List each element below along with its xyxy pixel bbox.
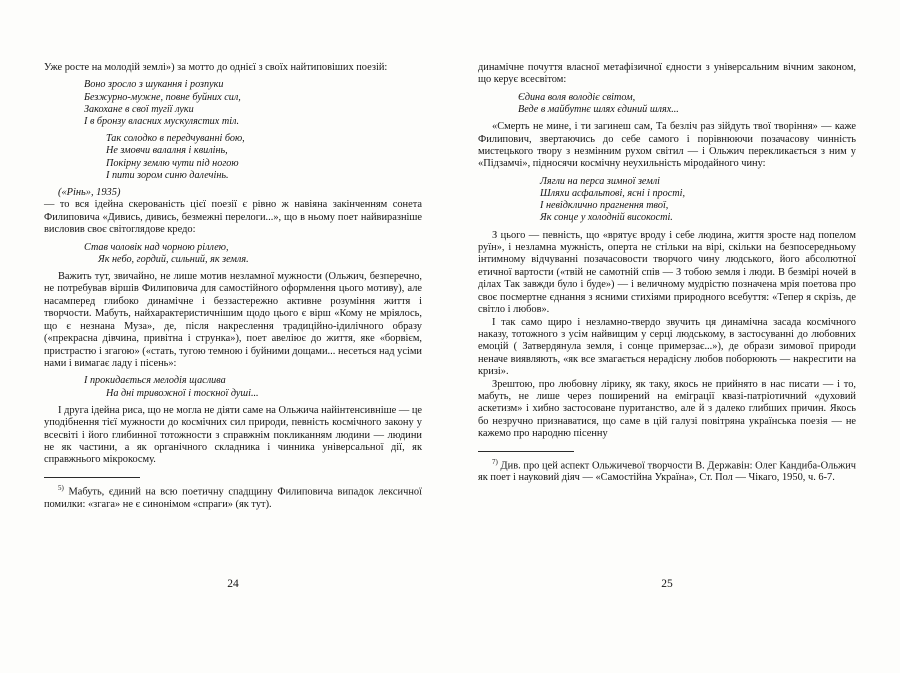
verse-block: [44, 133, 422, 182]
verse-line: На дні тривожної і тоскної душі...: [106, 387, 259, 399]
verse-block: [44, 242, 422, 266]
verse-line: І прокидається мелодія щаслива: [84, 375, 226, 387]
verse-line: Єдина воля володіє світом,: [518, 91, 636, 103]
footnote-divider: [44, 477, 140, 478]
verse-line: Як небо, гордий, сильний, як земля.: [98, 253, 249, 265]
verse-line: І пити зором синю далечінь.: [106, 169, 229, 181]
footnote-marker: 7): [492, 457, 498, 466]
verse-line: Покірну землю чути під ногою: [106, 157, 239, 169]
footnote: [478, 456, 856, 485]
paragraph: З цього — певність, що «врятує вроду і себе людина, життя зросте над попелом руїн», і незламна мужність, оперта не стільки на вірі, скільки на безпосередньому інтимному відчуванні позачасовости творчого чину людського, його абсолютної етичної вартости («твій не самотній спів — З тобою земля і люди. В безмірі ночей в ділах Так завжди було і буде») — і величному мудрістю позначена мрія поетова про своє посмертне єднання з ясними стихіями природного всебуття: «Тепер я скрізь, де світло і любов».: [478, 229, 856, 316]
paragraph: Зрештою, про любовну лірику, як таку, якось не прийнято в нас писати — і то, мабуть, не лише через поширений на еміграції квазі-патріотичний «духовий аскетизм» і хибно застосоване пуританство, але й з далеко глибших причин. Якось бо незручно признаватися, що саме в цій галузі повітряна українська поезія — не кажемо про народню пісенну: [478, 378, 856, 440]
verse-line: Воно зросло з шукання і розпуки: [84, 79, 224, 91]
footnote-text: Мабуть, єдиний на всю поетичну спадщину Филиповича випадок лексичної помилки: «згага» не є синонімом «спраги» (як тут).: [44, 486, 422, 510]
paragraph: — то вся ідейна скерованість цієї поезії є рівно ж навіяна закінченням сонета Филиповича «Дивись, дивись, безмежні перелоги...», що в ньому поет найвиразніше висловив своє світоглядове кредо:: [44, 199, 422, 236]
verse-line: Веде в майбутнє шлях єдиний шлях...: [518, 104, 679, 116]
paragraph: динамічне почуття власної метафізичної єдности з універсальним вічним законом, що керує всесвітом:: [478, 62, 856, 86]
footnote-divider: [478, 451, 574, 452]
verse-line: Шляхи асфальтові, ясні і прості,: [540, 188, 685, 200]
verse-line: Так солодко в передчуванні бою,: [106, 133, 245, 145]
verse-line: Став чоловік над чорною ріллею,: [84, 241, 229, 253]
verse-line: Лягли на перса зимної землі: [540, 175, 660, 187]
verse-line: Як сонце у холодній високості.: [540, 212, 673, 224]
paragraph: Важить тут, звичайно, не лише мотив незламної мужности (Ольжич, безперечно, не потребував віршів Филиповича для самостійного оформлення цього мотиву), але насамперед глибоко динамічне і беззастережно активне розуміння життя і творчости. Мабуть, найхарактеристичнішим щодо цього є вірш «Кому не мріялось, що є незнана Муза», де, після накреслення традиційно-ідилічного образу («прекрасна дівчина, привітна і струнка»), поет авеліює до життя, яке «борвієм, пристрастю і згагою» («стать, тугою темною і буйними дощами... несеться над усіми нами і вимагає ладу і пісень»:: [44, 271, 422, 369]
verse-line: І невідклично прагнення твої,: [540, 200, 669, 212]
folio-right: 25: [661, 578, 673, 590]
verse-line: Не змовчи валалня і квилінь,: [106, 145, 228, 157]
verse-attribution: («Рінь», 1935): [58, 187, 121, 199]
folio-left: 24: [227, 578, 239, 590]
footnote-marker: 5): [58, 483, 64, 492]
verse-line: Закохане в свої тугії луки: [84, 103, 194, 115]
page-numbers: [0, 578, 900, 590]
paragraph: «Смерть не мине, і ти загинеш сам, Та безліч раз зійдуть твої творіння» — каже Филипович, звертаючись до себе самого і порівнюючи позачасову чинність мистецького твору з незмінним рухом світил — і Ольжич перекликається з ним у «Підзамчі», підносячи космічну неухильність міродайного чину:: [478, 121, 856, 170]
verse-block: [44, 375, 422, 399]
verse-block: [44, 79, 422, 128]
verse-block: [478, 92, 856, 116]
footnote: [44, 482, 422, 511]
verse-line: Безжурно-мужне, повне буйних сил,: [84, 91, 241, 103]
verse-line: І в бронзу власних мускулястих тіл.: [84, 116, 240, 128]
right-page-column: [478, 62, 856, 511]
paragraph: І так само щиро і незламно-твердо звучить ця динамічна засада космічного наказу, тотожного з усім найвищим у серці людському, в застосуванні до любовних емоцій ( Затвердянула земля, і сонце примерзає...»), де образи зимової природи неначе виявляють, «як все змагається нерадісну любов поборюють — накресгити на кризі».: [478, 316, 856, 378]
verse-block: [478, 176, 856, 225]
left-page-column: [44, 62, 422, 511]
paragraph: Уже росте на молодій землі») за мотто до однієї з своїх найтиповіших поезій:: [44, 62, 388, 73]
footnote-text: Див. про цей аспект Ольжичевої творчости В. Державін: Олег Кандиба-Ольжич як поет і науковий діяч — «Самостійна Україна», Ст. Пол — Чікаго, 1950, ч. 6-7.: [478, 460, 856, 484]
paragraph: І друга ідейна риса, що не могла не діяти саме на Ольжича найінтенсивніше — це уподібнення тієї мужности до космічних сил природи, певність космічного закону у всесвіті і його глибинної тотожности з справжнім покликанням людини — людини не як частини, а як органічного складника і чинника універсальної дії, як справжнього мікрокосму.: [44, 404, 422, 466]
